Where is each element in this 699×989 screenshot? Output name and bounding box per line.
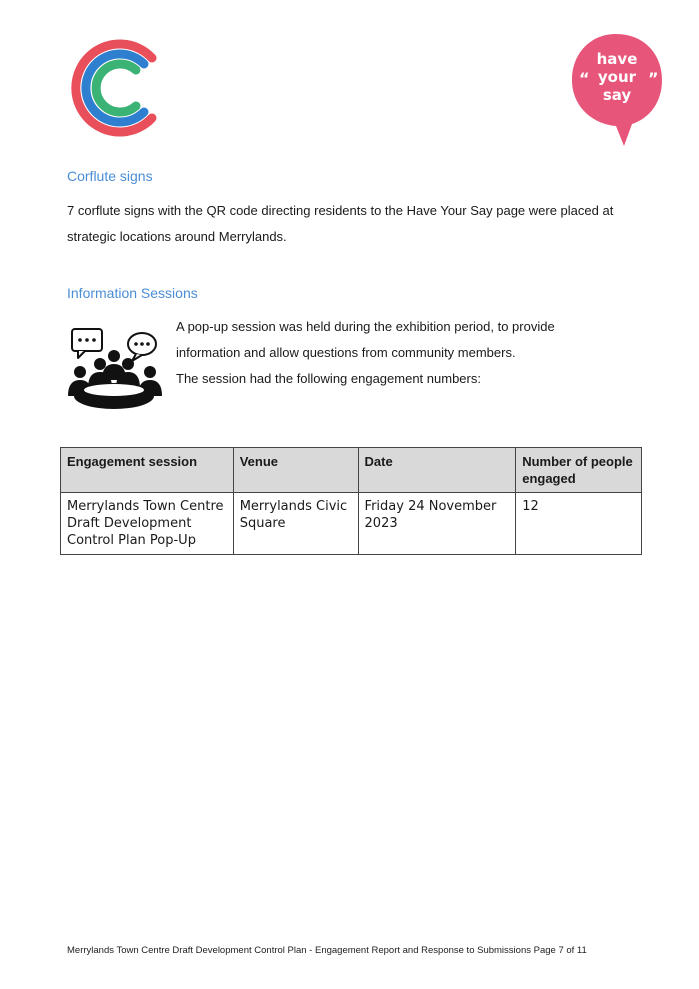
hys-line1: have [596, 50, 638, 68]
information-sessions-paragraph [176, 314, 646, 392]
section-heading-corflute: Corflute signs [67, 168, 153, 184]
hys-line3: say [602, 86, 632, 104]
community-meeting-icon [66, 326, 162, 412]
council-c-logo [66, 36, 162, 140]
header-number-engaged: Number of people engaged [516, 448, 642, 493]
cell-engagement-session: Merrylands Town Centre Draft Development Control Plan Pop-Up [61, 493, 234, 555]
info-line-1: A pop-up session was held during the exhibition period, to provide [176, 319, 555, 334]
header-venue: Venue [233, 448, 358, 493]
hys-quote-right: ” [648, 69, 659, 88]
engagement-table [60, 447, 642, 555]
header-engagement-session: Engagement session [61, 448, 234, 493]
header-date: Date [358, 448, 516, 493]
corflute-paragraph [67, 198, 647, 250]
page-footer: Merrylands Town Centre Draft Development Control Plan - Engagement Report and Response to Submissions Page 7 of 11 [67, 945, 587, 956]
corflute-line-1: 7 corflute signs with the QR code directing residents to the Have Your Say page were placed at [67, 203, 614, 218]
info-line-3: The session had the following engagement numbers: [176, 371, 481, 386]
cell-venue: Merrylands Civic Square [233, 493, 358, 555]
cell-date: Friday 24 November 2023 [358, 493, 516, 555]
cell-number-engaged: 12 [516, 493, 642, 555]
table-row [61, 493, 642, 555]
info-line-2: information and allow questions from community members. [176, 345, 516, 360]
hys-line2: your [597, 68, 637, 86]
hys-quote-left: “ [579, 69, 590, 88]
corflute-line-2: strategic locations around Merrylands. [67, 229, 287, 244]
table-header-row [61, 448, 642, 493]
section-heading-information-sessions: Information Sessions [67, 285, 198, 301]
have-your-say-logo [566, 30, 666, 148]
